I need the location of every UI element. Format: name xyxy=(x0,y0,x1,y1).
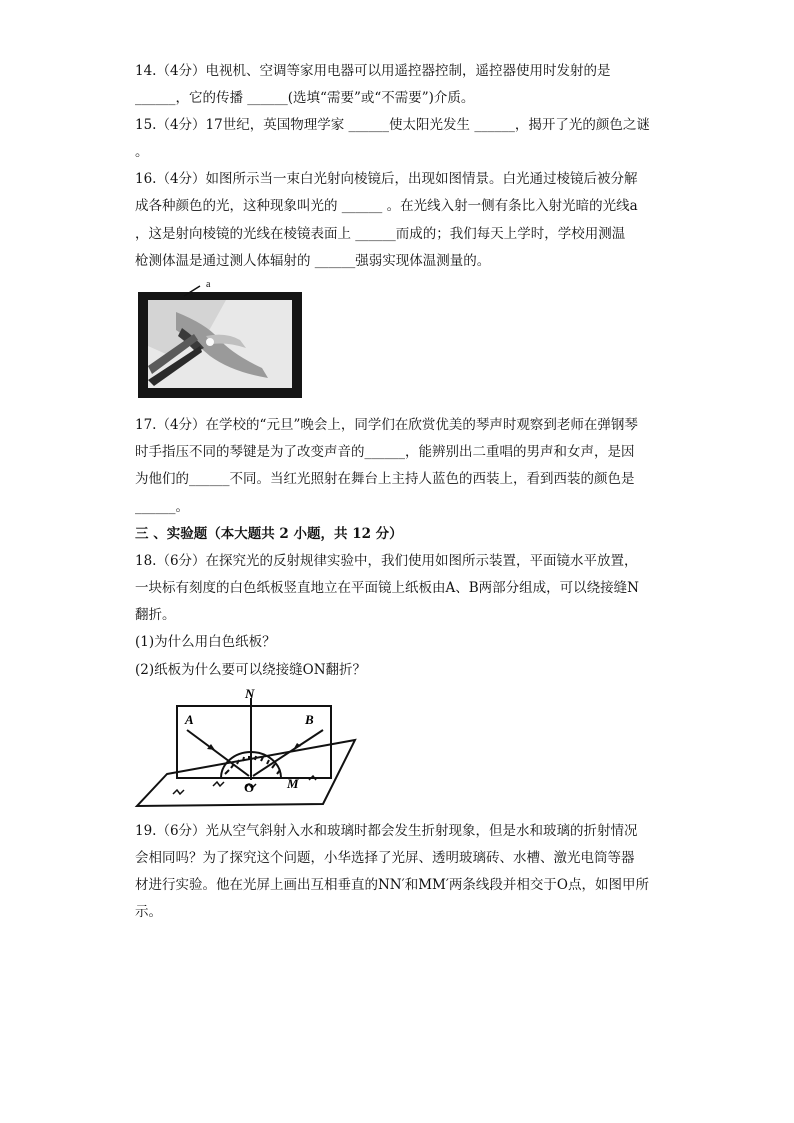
q17-line-3: 为他们的______不同。当红光照射在舞台上主持人蓝色的西装上，看到西装的颜色是 xyxy=(135,471,635,487)
q19-line-4: 示。 xyxy=(135,904,162,920)
q17-line-2: 时手指压不同的琴键是为了改变声音的______，能辨别出二重唱的男声和女声，是因 xyxy=(135,444,635,460)
q14-line-2: ______，它的传播 ______(选填“需要”或“不需要”)介质。 xyxy=(135,90,475,106)
q18-line-3: 翻折。 xyxy=(135,607,176,623)
q18-line-2: 一块标有刻度的白色纸板竖直地立在平面镜上纸板由A、B两部分组成，可以绕接缝N xyxy=(135,580,639,596)
q16-line-1: 16.（4分）如图所示当一束白光射向棱镜后，出现如图情景。白光通过棱镜后被分解 xyxy=(135,171,638,187)
q18-line-1: 18.（6分）在探究光的反射规律实验中，我们使用如图所示装置，平面镜水平放置， xyxy=(135,553,638,569)
q17-line-4: ______。 xyxy=(135,499,189,515)
q16-line-3: ，这是射向棱镜的光线在棱镜表面上 ______而成的；我们每天上学时，学校用测温 xyxy=(135,226,626,242)
q16-line-2: 成各种颜色的光，这种现象叫光的 ______ 。在光线入射一侧有条比入射光暗的光线a xyxy=(135,198,638,214)
q14-line-1: 14.（4分）电视机、空调等家用电器可以用遥控器控制，遥控器使用时发射的是 xyxy=(135,63,611,79)
section-heading: 三 、实验题（本大题共 2 小题，共 12 分） xyxy=(135,526,403,542)
q19-line-3: 材进行实验。他在光屏上画出互相垂直的NN′和MM′两条线段并相交于O点，如图甲所 xyxy=(135,877,649,893)
prism-figure-label-a: a xyxy=(206,279,211,290)
reflection-apparatus-figure xyxy=(133,688,359,810)
q19-line-1: 19.（6分）光从空气斜射入水和玻璃时都会发生折射现象，但是水和玻璃的折射情况 xyxy=(135,823,638,839)
prism-dispersion-figure xyxy=(136,276,306,402)
q15-line-2: 。 xyxy=(135,144,149,160)
figure-label-m: M xyxy=(287,776,299,791)
figure-label-o: O xyxy=(244,780,255,795)
q19-line-2: 会相同吗？为了探究这个问题，小华选择了光屏、透明玻璃砖、水槽、激光电筒等器 xyxy=(135,850,635,866)
figure-label-b: B xyxy=(305,712,314,727)
q18-subquestion-2: (2)纸板为什么要可以绕接缝ON翻折？ xyxy=(135,662,367,678)
figure-label-a: A xyxy=(185,712,194,727)
q17-line-1: 17.（4分）在学校的“元旦”晚会上，同学们在欣赏优美的琴声时观察到老师在弹钢琴 xyxy=(135,417,638,433)
figure-label-n: N xyxy=(245,688,255,701)
q15-line-1: 15.（4分）17世纪，英国物理学家 ______使太阳光发生 ______，揭开了光的颜色之谜 xyxy=(135,117,650,133)
q16-line-4: 枪测体温是通过测人体辐射的 ______强弱实现体温测量的。 xyxy=(135,253,491,269)
q18-subquestion-1: (1)为什么用白色纸板？ xyxy=(135,634,276,650)
